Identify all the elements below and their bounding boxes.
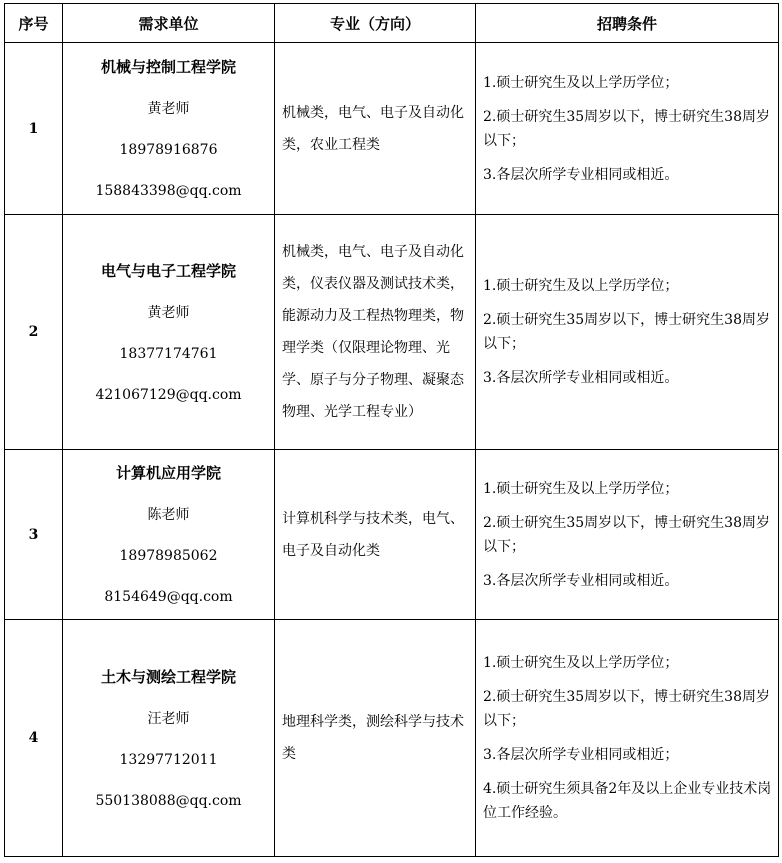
condition-item: 2.硕士研究生35周岁以下，博士研究生38周岁以下； [483,108,770,149]
condition-item: 1.硕士研究生及以上学历学位； [483,480,679,497]
row-conditions [476,620,779,857]
header-major: 专业（方向） [275,4,476,43]
unit-email: 550138088@qq.com [95,792,242,809]
condition-item: 3.各层次所学专业相同或相近。 [483,166,679,183]
unit-contact: 黄老师 [147,101,190,117]
condition-item: 2.硕士研究生35周岁以下，博士研究生38周岁以下； [483,689,770,729]
unit-name: 机械与控制工程学院 [100,58,236,76]
row-unit-cell [63,450,275,620]
row-seq: 3 [5,450,63,620]
unit-phone: 13297712011 [119,751,218,768]
condition-item: 4.硕士研究生须具备2年及以上企业专业技术岗位工作经验。 [483,781,772,821]
row-major: 计算机科学与技术类，电气、电子及自动化类 [275,450,476,620]
table-row [5,215,779,450]
row-conditions [476,43,779,215]
condition-item: 2.硕士研究生35周岁以下，博士研究生38周岁以下； [483,514,770,555]
header-seq: 序号 [5,4,63,43]
row-major: 机械类，电气、电子及自动化类，农业工程类 [275,43,476,215]
row-seq: 1 [5,43,63,215]
unit-email: 8154649@qq.com [104,589,233,605]
unit-contact: 陈老师 [147,507,190,523]
unit-name: 计算机应用学院 [115,464,221,482]
unit-email: 158843398@qq.com [95,183,242,199]
condition-item: 1.硕士研究生及以上学历学位； [483,74,679,91]
table-row [5,620,779,857]
unit-email: 421067129@qq.com [95,386,242,403]
row-seq: 4 [5,620,63,857]
condition-item: 3.各层次所学专业相同或相近。 [483,370,679,386]
row-conditions [476,215,779,450]
recruitment-table [4,3,779,857]
unit-name: 土木与测绘工程学院 [100,667,236,686]
row-unit-cell [63,620,275,857]
condition-item: 1.硕士研究生及以上学历学位； [483,278,679,294]
condition-item: 3.各层次所学专业相同或相近。 [483,572,679,589]
row-unit-cell [63,215,275,450]
unit-contact: 黄老师 [147,304,190,321]
header-conditions: 招聘条件 [476,4,779,43]
row-major: 机械类，电气、电子及自动化类，仪表仪器及测试技术类，能源动力及工程热物理类，物理学类（仅限理论物理、光学、原子与分子物理、凝聚态物理、光学工程专业） [275,215,476,450]
row-major: 地理科学类，测绘科学与技术类 [275,620,476,857]
condition-item: 2.硕士研究生35周岁以下，博士研究生38周岁以下； [483,312,770,352]
unit-phone: 18978916876 [119,142,218,158]
table-row [5,43,779,215]
row-conditions [476,450,779,620]
unit-name: 电气与电子工程学院 [100,261,236,280]
row-seq: 2 [5,215,63,450]
condition-item: 3.各层次所学专业相同或相近； [483,747,679,763]
header-unit: 需求单位 [63,4,275,43]
row-unit-cell [63,43,275,215]
table-header-row [5,4,779,43]
unit-phone: 18377174761 [119,345,218,362]
condition-item: 1.硕士研究生及以上学历学位； [483,655,679,671]
table-row [5,450,779,620]
unit-contact: 汪老师 [147,710,190,727]
unit-phone: 18978985062 [119,548,218,564]
